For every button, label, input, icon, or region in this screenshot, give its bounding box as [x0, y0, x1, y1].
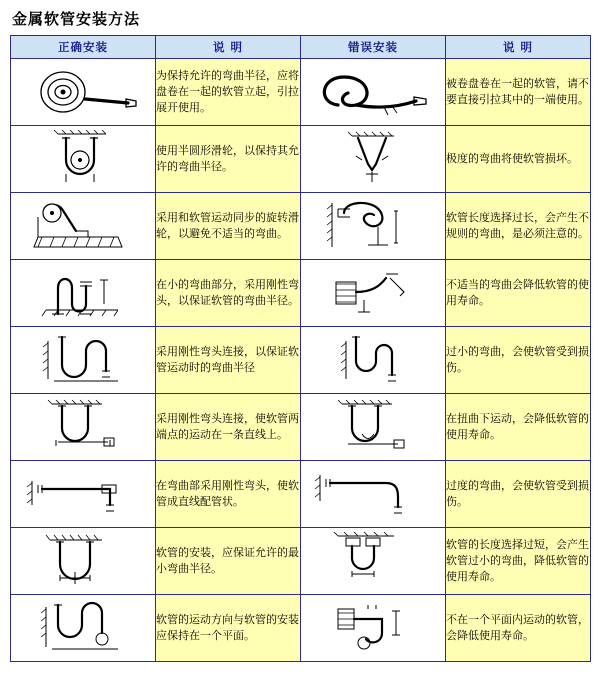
figure-hose-over-semicircular-pulley	[11, 126, 156, 193]
note-wrong-5: 过小的弯曲，会使软管受到损伤。	[446, 327, 591, 394]
header-correct-note: 说 明	[156, 36, 301, 59]
figure-install-with-minimum-bend-radius	[11, 528, 156, 595]
installation-methods-table	[10, 35, 591, 662]
page-title: 金属软管安装方法	[12, 10, 141, 28]
figure-motion-direction-same-plane	[11, 595, 156, 662]
note-correct-9: 软管的运动方向与软管的安装应保持在一个平面。	[156, 595, 301, 662]
table-row	[11, 528, 591, 595]
figure-rigid-elbow-connection-u-bend	[11, 327, 156, 394]
figure-hose-bent-sharply-at-pulley	[301, 126, 446, 193]
note-wrong-8: 软管的长度选择过短，会产生软管过小的弯曲，降低软管的使用寿命。	[446, 528, 591, 595]
note-correct-1: 为保持允许的弯曲半径，应将盘卷在一起的软管立起，引拉展开使用。	[156, 59, 301, 126]
note-wrong-1: 被卷盘卷在一起的软管，请不要直接引拉其中的一端使用。	[446, 59, 591, 126]
table-row	[11, 461, 591, 528]
header-wrong-install: 错误安装	[301, 36, 446, 59]
note-correct-3: 采用和软管运动同步的旋转滑轮，以避免不适当的弯曲。	[156, 193, 301, 260]
note-correct-2: 使用半圆形滑轮，以保持其允许的弯曲半径。	[156, 126, 301, 193]
figure-coiled-hose-standing-on-edge	[11, 59, 156, 126]
table-row	[11, 193, 591, 260]
figure-rigid-elbow-straight-pipe-layout	[11, 461, 156, 528]
table-row	[11, 59, 591, 126]
figure-excessive-bend-damage	[301, 461, 446, 528]
note-correct-4: 在小的弯曲部分，采用刚性弯头，以保证软管的弯曲半径。	[156, 260, 301, 327]
table-row	[11, 595, 591, 662]
figure-improper-bend-shortens-life	[301, 260, 446, 327]
note-wrong-7: 过度的弯曲，会使软管受到损伤。	[446, 461, 591, 528]
note-wrong-4: 不适当的弯曲会降低软管的使用寿命。	[446, 260, 591, 327]
figure-rigid-elbow-both-ends-straight-line	[11, 394, 156, 461]
figure-coiled-hose-pulled-from-one-end	[301, 59, 446, 126]
table-row	[11, 126, 591, 193]
note-correct-6: 采用刚性弯头连接，使软管两端点的运动在一条直线上。	[156, 394, 301, 461]
note-wrong-3: 软管长度选择过长，会产生不规则的弯曲，是必须注意的。	[446, 193, 591, 260]
figure-hose-too-long-irregular-bend	[301, 193, 446, 260]
figure-hose-too-short-small-bend	[301, 528, 446, 595]
header-wrong-note: 说 明	[446, 36, 591, 59]
note-wrong-2: 极度的弯曲将使软管损坏。	[446, 126, 591, 193]
note-correct-7: 在弯曲部采用刚性弯头，使软管成直线配管状。	[156, 461, 301, 528]
note-correct-8: 软管的安装，应保证允许的最小弯曲半径。	[156, 528, 301, 595]
table-row	[11, 260, 591, 327]
table-row	[11, 327, 591, 394]
figure-too-small-bend-radius-damage	[301, 327, 446, 394]
table-row	[11, 394, 591, 461]
figure-motion-not-in-one-plane	[301, 595, 446, 662]
header-correct-install: 正确安装	[11, 36, 156, 59]
figure-rigid-elbow-at-small-bend	[11, 260, 156, 327]
table-header-row	[11, 36, 591, 59]
figure-twisting-motion-reduces-life	[301, 394, 446, 461]
note-wrong-6: 在扭曲下运动，会降低软管的使用寿命。	[446, 394, 591, 461]
figure-hose-on-synchronized-rotating-pulley	[11, 193, 156, 260]
note-correct-5: 采用刚性弯头连接，以保证软管运动时的弯曲半径	[156, 327, 301, 394]
note-wrong-9: 不在一个平面内运动的软管，会降低使用寿命。	[446, 595, 591, 662]
